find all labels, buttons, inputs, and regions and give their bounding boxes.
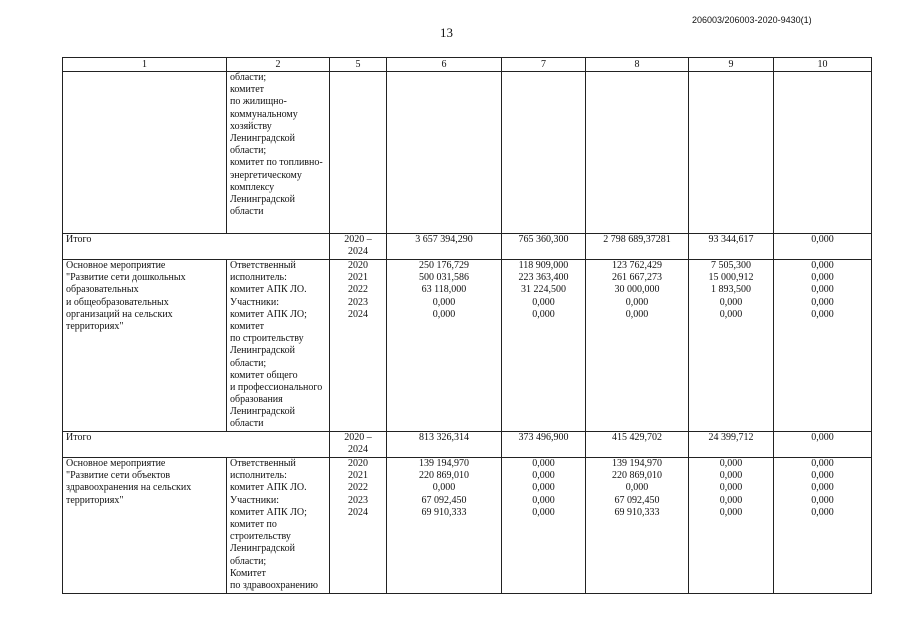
cell-line: области; xyxy=(230,357,267,369)
cell-line: Ответственный xyxy=(230,260,296,271)
cell-line: 2023 xyxy=(348,494,368,506)
total-row xyxy=(63,234,872,260)
cell-line: и профессионального xyxy=(230,381,323,393)
cell-line: Основное мероприятие xyxy=(66,458,166,469)
cell-line: комитет АПК ЛО. xyxy=(230,482,307,494)
cell-line: 67 092,450 xyxy=(421,494,467,506)
cell-line: 0,000 xyxy=(432,296,456,308)
cell-line: 0,000 xyxy=(432,482,456,494)
cell-line: комплексу xyxy=(230,181,275,193)
value-cell xyxy=(689,72,774,234)
cell-line: Ленинградской xyxy=(230,193,295,205)
cell-line: здравоохранения на сельских xyxy=(66,482,192,494)
cell-line: 0,000 xyxy=(719,506,743,518)
cell-line: 118 909,000 xyxy=(518,260,569,271)
cell-line: 0,000 xyxy=(719,494,743,506)
total-value: 3 657 394,290 xyxy=(387,234,502,260)
cell-line: комитет xyxy=(230,320,265,332)
value-cell xyxy=(586,260,689,432)
cell-line: 2023 xyxy=(348,296,368,308)
cell-line: 2024 xyxy=(348,308,368,320)
cell-line: Ленинградской xyxy=(230,543,295,555)
event-row xyxy=(63,458,872,594)
cell-line: 0,000 xyxy=(532,308,555,320)
total-value: 373 496,900 xyxy=(502,432,586,458)
header-cell: 10 xyxy=(774,58,872,72)
header-cell: 6 xyxy=(387,58,502,72)
cell-line: 30 000,000 xyxy=(614,284,660,296)
cell-line: комитет по топливно- xyxy=(230,157,323,169)
cell-line: образования xyxy=(230,394,283,406)
page-number: 13 xyxy=(440,25,453,40)
cell-line: территориях" xyxy=(66,320,124,332)
cell-line: 0,000 xyxy=(719,482,743,494)
cell-line: области; xyxy=(230,555,267,567)
cell-line: 0,000 xyxy=(811,296,834,308)
cell-line: 223 363,400 xyxy=(518,272,569,284)
cell-line: 2020 xyxy=(348,458,368,469)
value-cell xyxy=(387,458,502,594)
executors-cell xyxy=(227,458,330,594)
cell-line: 0,000 xyxy=(719,458,743,469)
cell-line: 500 031,586 xyxy=(419,272,469,284)
value-cell xyxy=(502,260,586,432)
cell-line: комитет общего xyxy=(230,369,298,381)
total-value: 0,000 xyxy=(774,234,872,260)
cell-line: 0,000 xyxy=(532,506,555,518)
executors-cell xyxy=(227,72,330,234)
cell-line: хозяйству xyxy=(230,120,272,132)
value-cell xyxy=(387,72,502,234)
cell-line: 0,000 xyxy=(811,494,834,506)
event-title-cell xyxy=(63,72,227,234)
cell-line: 0,000 xyxy=(719,296,743,308)
cell-line: "Развитие сети объектов xyxy=(66,470,171,482)
cell-line: 2024 xyxy=(348,444,368,456)
cell-line: 1 893,500 xyxy=(711,284,751,296)
total-row xyxy=(63,432,872,458)
document-id: 206003/206003-2020-9430(1) xyxy=(692,15,812,25)
cell-line: образовательных xyxy=(66,284,139,296)
cell-line: 139 194,970 xyxy=(419,458,469,469)
cell-line: 2024 xyxy=(348,246,368,258)
value-cell xyxy=(774,260,872,432)
cell-line: организаций на сельских xyxy=(66,308,173,320)
header-cell: 8 xyxy=(586,58,689,72)
cell-line: комитет по xyxy=(230,518,277,530)
event-row xyxy=(63,260,872,432)
cell-line: территориях" xyxy=(66,494,124,506)
header-cell: 9 xyxy=(689,58,774,72)
value-cell xyxy=(387,260,502,432)
cell-line: 0,000 xyxy=(811,458,834,469)
table-header-row xyxy=(63,58,872,72)
cell-line: 123 762,429 xyxy=(612,260,662,271)
cell-line: 2021 xyxy=(348,470,368,482)
header-cell: 1 xyxy=(63,58,227,72)
total-value: 93 344,617 xyxy=(689,234,774,260)
cell-line: 15 000,912 xyxy=(708,272,754,284)
cell-line: исполнитель: xyxy=(230,272,287,284)
header-cell: 5 xyxy=(330,58,387,72)
event-title-cell xyxy=(63,260,227,432)
cell-line: 2024 xyxy=(348,506,368,518)
cell-line: 67 092,450 xyxy=(614,494,660,506)
funding-table xyxy=(62,57,872,594)
value-cell xyxy=(774,458,872,594)
cell-line: коммунальному xyxy=(230,108,298,120)
event-title-cell xyxy=(63,458,227,594)
cell-line: 0,000 xyxy=(811,506,834,518)
cell-line: 69 910,333 xyxy=(614,506,660,518)
cell-line: 0,000 xyxy=(811,284,834,296)
cell-line: 0,000 xyxy=(811,308,834,320)
value-cell xyxy=(689,458,774,594)
cell-line: Основное мероприятие xyxy=(66,260,166,271)
total-years xyxy=(330,432,387,458)
cell-line: комитет АПК ЛО; xyxy=(230,308,307,320)
cell-line: 0,000 xyxy=(532,494,555,506)
cell-line: 139 194,970 xyxy=(612,458,662,469)
year-cell xyxy=(330,72,387,234)
cell-line: "Развитие сети дошкольных xyxy=(66,272,186,284)
header-cell: 2 xyxy=(227,58,330,72)
cell-line: 220 869,010 xyxy=(612,470,662,482)
cell-line: 0,000 xyxy=(719,470,743,482)
cell-line: 63 118,000 xyxy=(421,284,467,296)
cell-line: и общеобразовательных xyxy=(66,296,169,308)
cell-line: области xyxy=(230,418,264,430)
cell-line: 0,000 xyxy=(811,272,834,284)
cell-line: по строительству xyxy=(230,333,304,345)
cell-line: 220 869,010 xyxy=(419,470,469,482)
value-cell xyxy=(586,458,689,594)
cell-line: комитет xyxy=(230,84,265,96)
cell-line: по жилищно- xyxy=(230,96,287,108)
cell-line: Комитет xyxy=(230,567,266,579)
total-value: 813 326,314 xyxy=(387,432,502,458)
cell-line: комитет АПК ЛО. xyxy=(230,284,307,296)
value-cell xyxy=(586,72,689,234)
cell-line: области; xyxy=(230,72,267,83)
cell-line: Ленинградской xyxy=(230,406,295,418)
cell-line: 0,000 xyxy=(811,482,834,494)
total-value: 765 360,300 xyxy=(502,234,586,260)
total-value: 0,000 xyxy=(774,432,872,458)
cell-line: 2020 – xyxy=(344,234,372,245)
value-cell xyxy=(774,72,872,234)
cell-line: 0,000 xyxy=(532,458,555,469)
cell-line: 2020 xyxy=(348,260,368,271)
header-cell: 7 xyxy=(502,58,586,72)
cell-line: 0,000 xyxy=(625,482,649,494)
cell-line: области; xyxy=(230,145,267,157)
cell-line: Ответственный xyxy=(230,458,296,469)
cell-line: энергетическому xyxy=(230,169,302,181)
cell-line: 0,000 xyxy=(532,470,555,482)
value-cell xyxy=(502,458,586,594)
total-years xyxy=(330,234,387,260)
cell-line: Ленинградской xyxy=(230,132,295,144)
year-cell xyxy=(330,458,387,594)
executors-cell xyxy=(227,260,330,432)
cell-line: исполнитель: xyxy=(230,470,287,482)
cell-line: 31 224,500 xyxy=(521,284,566,296)
cell-line: 2022 xyxy=(348,284,368,296)
total-value: 24 399,712 xyxy=(689,432,774,458)
cell-line: Участники: xyxy=(230,494,280,506)
cell-line: Ленинградской xyxy=(230,345,295,357)
total-label: Итого xyxy=(63,432,330,458)
cell-line: области xyxy=(230,206,264,218)
cell-line: 0,000 xyxy=(625,308,649,320)
cell-line: 250 176,729 xyxy=(419,260,469,271)
cell-line: 0,000 xyxy=(432,308,456,320)
cell-line: 0,000 xyxy=(811,260,834,271)
cell-line: 7 505,300 xyxy=(711,260,751,271)
continuation-row xyxy=(63,72,872,234)
value-cell xyxy=(502,72,586,234)
cell-line: 69 910,333 xyxy=(421,506,467,518)
total-label: Итого xyxy=(63,234,330,260)
total-value: 2 798 689,37281 xyxy=(586,234,689,260)
value-cell xyxy=(689,260,774,432)
cell-line: 2021 xyxy=(348,272,368,284)
cell-line: 261 667,273 xyxy=(612,272,662,284)
cell-line: 0,000 xyxy=(811,470,834,482)
cell-line: 2022 xyxy=(348,482,368,494)
cell-line: 2020 – xyxy=(344,432,372,443)
cell-line: по здравоохранению xyxy=(230,579,318,591)
cell-line: 0,000 xyxy=(625,296,649,308)
cell-line: 0,000 xyxy=(532,482,555,494)
cell-line: 0,000 xyxy=(532,296,555,308)
cell-line: строительству xyxy=(230,531,291,543)
cell-line: Участники: xyxy=(230,296,280,308)
total-value: 415 429,702 xyxy=(586,432,689,458)
cell-line: комитет АПК ЛО; xyxy=(230,506,307,518)
cell-line: 0,000 xyxy=(719,308,743,320)
year-cell xyxy=(330,260,387,432)
